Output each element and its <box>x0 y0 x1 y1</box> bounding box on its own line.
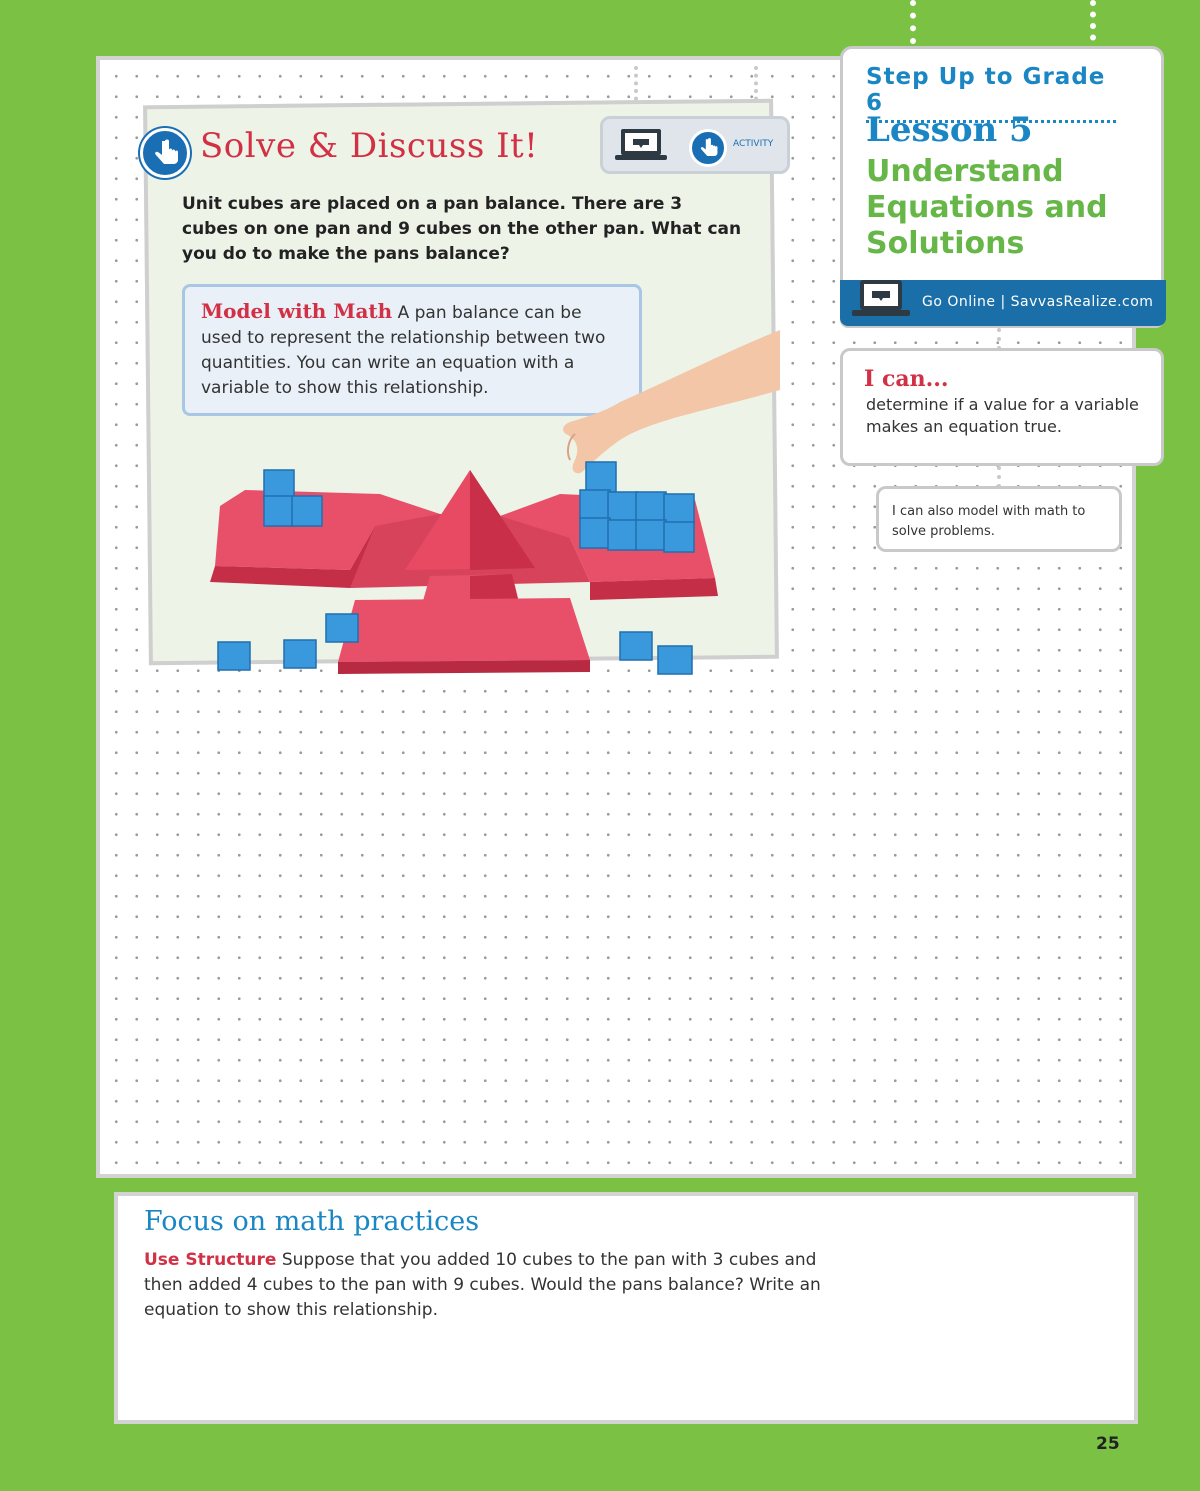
step-up-label: Step Up to Grade 6 <box>866 64 1116 123</box>
go-online-link[interactable]: Go Online | SavvasRealize.com <box>922 294 1154 310</box>
lesson-ican-connector <box>997 328 1001 350</box>
page-number: 25 <box>1096 1434 1120 1454</box>
focus-text: Suppose that you added 10 cubes to the pan with 3 cubes and then added 4 cubes to the pan with 9 cubes. Would the pans balance? Write an equation to show this relationship. <box>144 1250 821 1320</box>
focus-title: Focus on math practices <box>144 1206 480 1237</box>
pan-balance-illustration <box>150 330 780 680</box>
focus-question <box>144 1248 844 1323</box>
ican-also-connector <box>997 466 1001 488</box>
activity-badge[interactable] <box>600 116 790 174</box>
model-with-math-text: A pan balance can be used to represent the relationship between two quantities. You can write an equation with a variable to show this relationship. <box>201 303 606 398</box>
i-can-also-text: I can also model with math to solve problems. <box>892 504 1086 539</box>
focus-lead: Use Structure <box>144 1250 277 1270</box>
hand-pointer-icon <box>140 128 190 178</box>
model-with-math-lead: Model with Math <box>201 299 393 323</box>
i-can-lead: I can... <box>864 366 949 392</box>
i-can-objective: determine if a value for a variable makes an equation true. <box>866 395 1139 436</box>
binder-connector-1 <box>910 0 916 44</box>
problem-prompt: Unit cubes are placed on a pan balance. There are 3 cubes on one pan and 9 cubes on the other pan. What can you do to make the pans balance? <box>182 194 742 264</box>
activity-hand-icon <box>689 129 727 167</box>
activity-label: ACTIVITY <box>733 139 774 149</box>
laptop-icon <box>611 125 671 165</box>
laptop-icon <box>846 276 916 322</box>
binder-connector-2 <box>1090 0 1096 52</box>
lesson-title: Understand Equations and Solutions <box>866 154 1108 261</box>
solve-discuss-title: Solve & Discuss It! <box>200 126 539 166</box>
lesson-number: Lesson 5 <box>866 110 1033 150</box>
